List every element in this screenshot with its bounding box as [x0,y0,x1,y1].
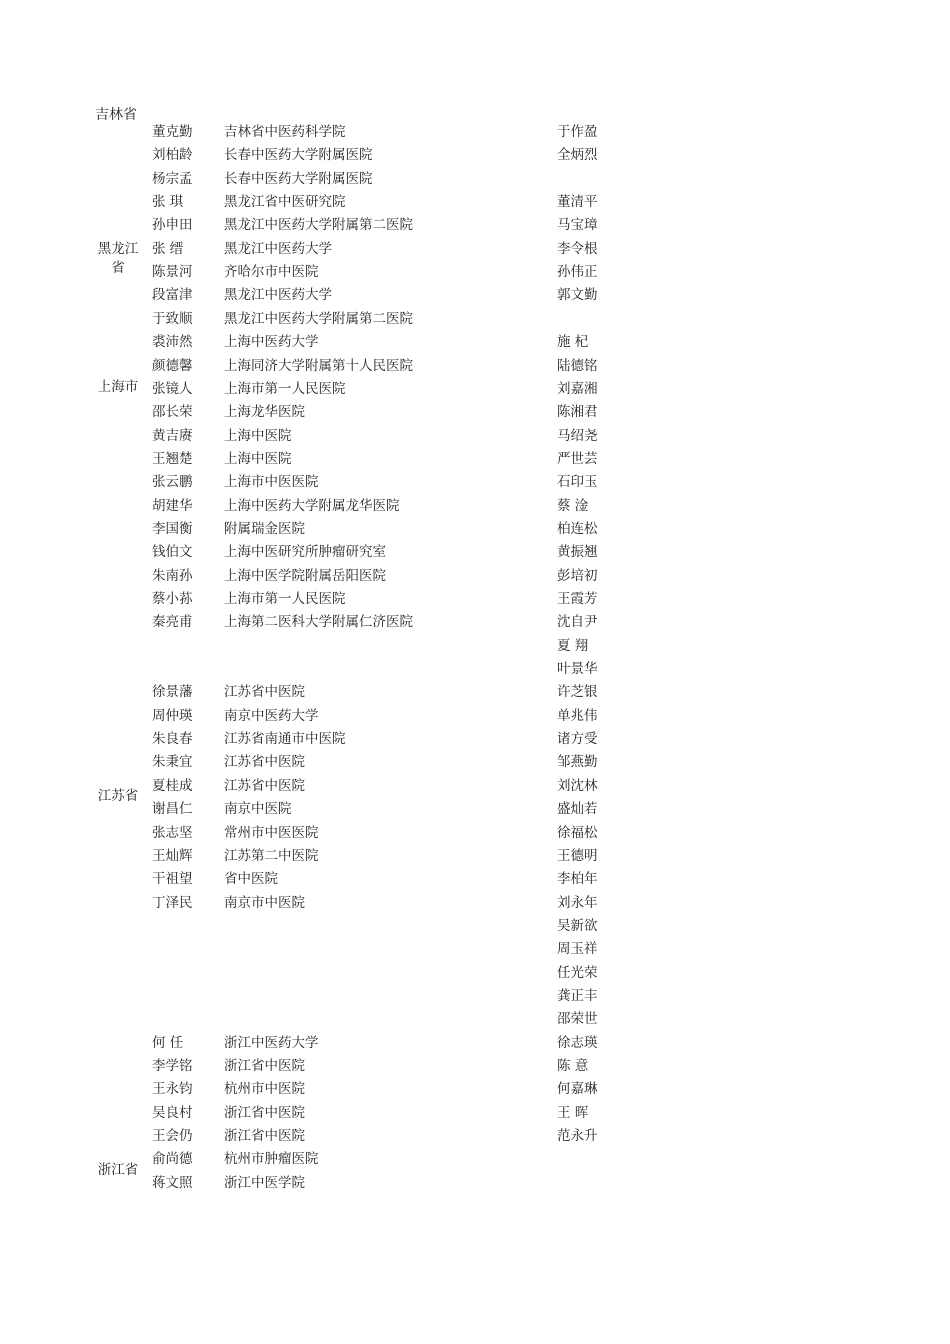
expert-name-right: 全炳烈 [557,147,598,164]
list-item [0,239,950,262]
institution-name: 浙江省中医院 [224,1058,305,1074]
expert-name: 陈景河 [152,264,193,281]
expert-name-right: 马宝璋 [557,217,598,234]
expert-name: 钱伯文 [152,544,193,561]
list-item [0,1079,950,1102]
list-item [0,402,950,425]
institution-name: 南京中医院 [224,801,292,818]
expert-name-right: 王德明 [557,847,598,864]
institution-name: 上海市中医医院 [224,474,319,491]
expert-name: 蔡小荪 [152,591,193,607]
list-item [0,752,950,775]
list-item [0,729,950,752]
expert-name: 张 缙 [152,240,184,257]
expert-name-right: 王 晖 [557,1104,589,1121]
expert-name-right: 施 杞 [557,334,589,351]
expert-name-right: 单兆伟 [557,707,598,724]
province-jiangsu: 江苏省 [97,788,139,804]
institution-name: 上海同济大学附属第十人民医院 [224,357,413,374]
list-item [0,1173,950,1196]
province-heilongjiang-line2: 省 [111,260,125,276]
list-item [0,566,950,589]
expert-name-right: 邵荣世 [557,1011,598,1028]
province-shanghai: 上海市 [97,379,139,395]
list-item [0,356,950,379]
list-item [0,636,950,659]
expert-name-right: 任光荣 [557,964,598,981]
list-item [0,776,950,799]
list-item [0,589,950,612]
expert-name-right: 盛灿若 [557,801,598,818]
expert-name-right: 诸方受 [557,731,598,748]
list-item [0,823,950,846]
expert-name: 于致顺 [152,310,193,327]
expert-name-right: 蔡 淦 [557,497,589,514]
institution-name: 黑龙江中医药大学 [224,240,332,257]
expert-name: 周仲瑛 [152,707,193,724]
expert-name-right: 董清平 [557,194,598,211]
list-item [0,799,950,822]
expert-name: 夏桂成 [152,777,193,794]
expert-name: 张志坚 [152,824,193,841]
expert-name: 吴良村 [152,1104,193,1121]
list-item [0,963,950,986]
expert-name: 朱南孙 [152,567,193,584]
list-item [0,262,950,285]
expert-name: 黄吉赓 [152,427,193,444]
list-item [0,122,950,145]
institution-name: 上海市第一人民医院 [224,591,346,607]
institution-name: 省中医院 [224,871,278,888]
institution-name: 长春中医药大学附属医院 [224,170,373,187]
list-item [0,426,950,449]
expert-name: 何 任 [152,1034,184,1051]
institution-name: 上海中医药大学附属龙华医院 [224,497,400,514]
expert-name: 秦亮甫 [152,614,193,631]
institution-name: 黑龙江中医药大学 [224,287,332,304]
province-jilin: 吉林省 [95,107,137,123]
expert-name-right: 吴新欲 [557,917,598,934]
expert-name-right: 陈 意 [557,1058,589,1074]
list-item [0,472,950,495]
institution-name: 长春中医药大学附属医院 [224,147,373,164]
institution-name: 上海中医院 [224,427,292,444]
list-item [0,986,950,1009]
list-item [0,285,950,308]
list-item [0,1009,950,1032]
list-item [0,869,950,892]
institution-name: 齐哈尔市中医院 [224,264,319,281]
institution-name: 浙江省中医院 [224,1128,305,1145]
institution-name: 浙江省中医院 [224,1104,305,1121]
expert-name: 徐景藩 [152,684,193,701]
institution-name: 附属瑞金医院 [224,520,305,537]
institution-name: 江苏省中医院 [224,777,305,794]
expert-name: 刘柏龄 [152,147,193,164]
expert-name-right: 李柏年 [557,871,598,888]
list-item [0,682,950,705]
institution-name: 黑龙江中医药大学附属第二医院 [224,217,413,234]
expert-name: 李国衡 [152,520,193,537]
expert-name-right: 周玉祥 [557,941,598,958]
expert-name: 张云鹏 [152,474,193,491]
list-item [0,939,950,962]
institution-name: 江苏省中医院 [224,684,305,701]
province-heilongjiang-line1: 黑龙江 [97,241,139,257]
expert-name-right: 王霞芳 [557,591,598,607]
expert-name: 朱秉宜 [152,754,193,771]
expert-name-right: 于作盈 [557,124,598,140]
expert-name-right: 刘嘉湘 [557,380,598,397]
institution-name: 杭州市中医院 [224,1081,305,1098]
expert-name-right: 徐福松 [557,824,598,841]
expert-name-right: 何嘉琳 [557,1081,598,1098]
expert-name-right: 徐志瑛 [557,1034,598,1051]
expert-name-right: 刘永年 [557,894,598,911]
list-item [0,332,950,355]
expert-name: 胡建华 [152,497,193,514]
expert-name: 王翘楚 [152,450,193,467]
expert-name-right: 邹燕勤 [557,754,598,771]
expert-name: 张镜人 [152,380,193,397]
expert-name-right: 郭文勤 [557,287,598,304]
institution-name: 南京中医药大学 [224,707,319,724]
list-item [0,612,950,635]
expert-name: 谢昌仁 [152,801,193,818]
list-item [0,659,950,682]
list-item [0,542,950,565]
list-item [0,449,950,472]
expert-name: 蒋文照 [152,1174,193,1191]
expert-name-right: 马绍尧 [557,427,598,444]
expert-name: 干祖望 [152,871,193,888]
expert-name: 朱良春 [152,731,193,748]
list-item [0,1103,950,1126]
institution-name: 吉林省中医药科学院 [224,124,346,140]
expert-name: 颜德馨 [152,357,193,374]
institution-name: 上海中医研究所肿瘤研究室 [224,544,386,561]
list-item [0,1149,950,1172]
expert-name: 杨宗孟 [152,170,193,187]
list-item [0,916,950,939]
expert-name: 李学铭 [152,1058,193,1074]
expert-name-right: 孙伟正 [557,264,598,281]
list-item [0,215,950,238]
list-item [0,379,950,402]
expert-name: 邵长荣 [152,404,193,421]
institution-name: 南京市中医院 [224,894,305,911]
institution-name: 上海第二医科大学附属仁济医院 [224,614,413,631]
expert-name: 丁泽民 [152,894,193,911]
institution-name: 浙江中医学院 [224,1174,305,1191]
expert-name-right: 彭培初 [557,567,598,584]
institution-name: 江苏省中医院 [224,754,305,771]
expert-name-right: 刘沈林 [557,777,598,794]
expert-name: 王会仍 [152,1128,193,1145]
institution-name: 上海中医学院附属岳阳医院 [224,567,386,584]
expert-name-right: 夏 翔 [557,637,589,654]
institution-name: 上海龙华医院 [224,404,305,421]
expert-name: 张 琪 [152,194,184,211]
expert-name-right: 陈湘君 [557,404,598,421]
expert-name: 孙申田 [152,217,193,234]
expert-name: 董克勤 [152,124,193,140]
expert-name-right: 沈自尹 [557,614,598,631]
expert-name-right: 严世芸 [557,450,598,467]
list-item [0,893,950,916]
expert-name: 裘沛然 [152,334,193,351]
expert-name: 王永钧 [152,1081,193,1098]
institution-name: 黑龙江省中医研究院 [224,194,346,211]
list-item [0,145,950,168]
institution-name: 上海中医院 [224,450,292,467]
expert-name-right: 范永升 [557,1128,598,1145]
expert-name: 王灿辉 [152,847,193,864]
list-item [0,192,950,215]
institution-name: 杭州市肿瘤医院 [224,1151,319,1168]
list-item [0,496,950,519]
list-item [0,169,950,192]
institution-name: 黑龙江中医药大学附属第二医院 [224,310,413,327]
expert-name: 段富津 [152,287,193,304]
list-item [0,846,950,869]
list-item [0,519,950,542]
expert-name-right: 石印玉 [557,474,598,491]
expert-name-right: 龚正丰 [557,987,598,1004]
expert-name: 俞尚德 [152,1151,193,1168]
expert-name-right: 李令根 [557,240,598,257]
province-zhejiang: 浙江省 [97,1162,139,1178]
expert-name-right: 叶景华 [557,661,598,678]
institution-name: 江苏第二中医院 [224,847,319,864]
expert-name-right: 陆德铭 [557,357,598,374]
expert-name-right: 柏连松 [557,520,598,537]
list-item [0,1056,950,1079]
institution-name: 常州市中医医院 [224,824,319,841]
institution-name: 上海市第一人民医院 [224,380,346,397]
list-item [0,706,950,729]
list-item [0,1033,950,1056]
institution-name: 上海中医药大学 [224,334,319,351]
expert-name-right: 许芝银 [557,684,598,701]
institution-name: 浙江中医药大学 [224,1034,319,1051]
expert-name-right: 黄振翘 [557,544,598,561]
institution-name: 江苏省南通市中医院 [224,731,346,748]
list-item [0,309,950,332]
list-item [0,1126,950,1149]
